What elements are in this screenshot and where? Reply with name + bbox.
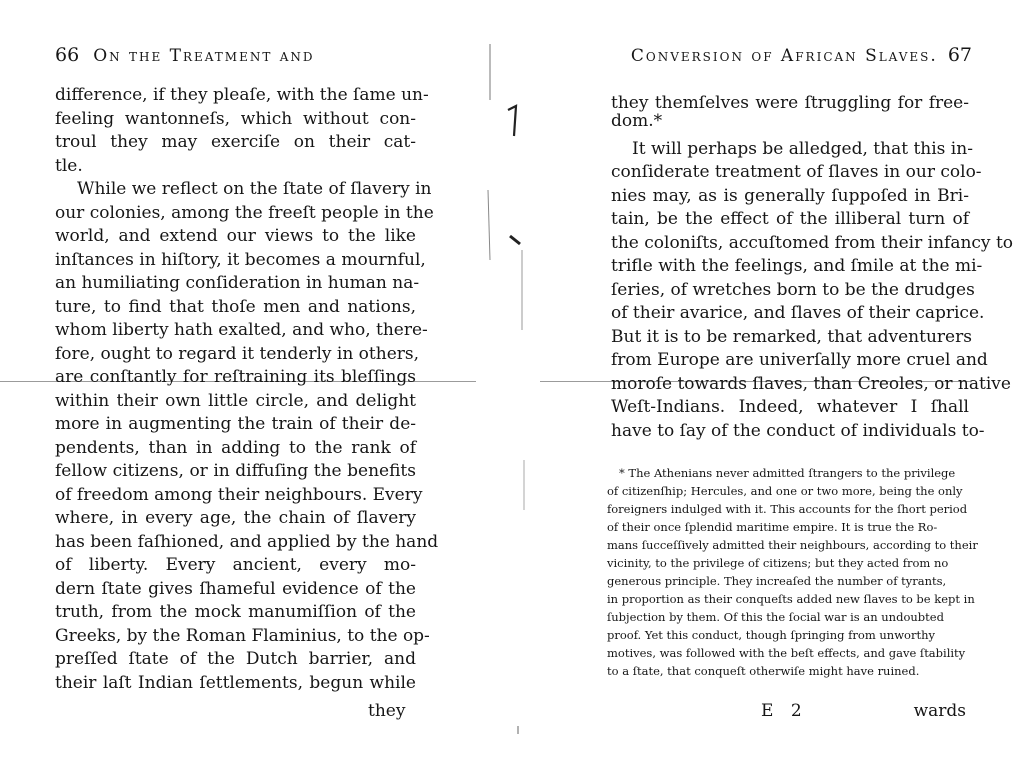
body-line: But it is to be remarked, that adventurers: [611, 326, 972, 347]
body-line: of liberty. Every ancient, every mo-: [55, 555, 416, 575]
body-line: pendents, than in adding to the rank of: [55, 437, 416, 458]
body-line: whom liberty hath exalted, and who, there-: [55, 320, 428, 340]
body-line: It will perhaps be alledged, that this in-: [632, 139, 973, 159]
body-line: from Europe are univerſally more cruel and: [611, 350, 988, 370]
body-line: their laſt Indian ſettlements, begun while: [55, 672, 416, 693]
body-line: truth, from the mock manumiſſion of the: [55, 602, 416, 622]
footnote-line: motives, was followed with the beſt effects, and gave ſtability: [607, 646, 966, 660]
body-line: tle.: [55, 155, 83, 176]
body-line: ſeries, of wretches born to be the drudges: [611, 279, 975, 300]
body-line: tain, be the effect of the illiberal turn of: [611, 209, 969, 229]
body-line: Weſt-Indians. Indeed, whatever I ſhall: [611, 397, 969, 417]
body-line: trifle with the feelings, and ſmile at the mi-: [611, 256, 983, 276]
footnote-line: to a ſtate, that conqueſt otherwiſe might have ruined.: [607, 664, 920, 678]
body-line: of their avarice, and ſlaves of their caprice.: [611, 303, 985, 323]
body-line: has been faſhioned, and applied by the hand: [55, 531, 439, 552]
body-line: troul they may exerciſe on their cat-: [55, 132, 416, 152]
page-number: 66: [55, 44, 80, 66]
footnote-line: foreigners indulged with it. This accounts for the ſhort period: [607, 502, 968, 516]
body-line: conſiderate treatment of ſlaves in our colo-: [611, 162, 982, 182]
right-page: [520, 0, 1013, 774]
running-head-title: Conversion of African Slaves.: [630, 46, 938, 66]
running-head-title: On the Treatment and: [93, 46, 315, 66]
catchword: they: [368, 701, 406, 721]
body-line: nies may, as is generally ſuppoſed in Bri-: [611, 185, 969, 206]
body-line: fellow citizens, or in diffuſing the benefits: [55, 461, 416, 481]
body-line: moroſe towards ſlaves, than Creoles, or native: [611, 373, 1011, 394]
signature-mark: E 2: [761, 701, 808, 721]
body-line: dom.*: [611, 111, 663, 131]
body-line: the coloniſts, accuſtomed from their infancy to: [611, 232, 1013, 253]
footnote-line: generous principle. They increaſed the number of tyrants,: [607, 574, 947, 588]
body-line: preſſed ſtate of the Dutch barrier, and: [55, 649, 416, 669]
body-line: an humiliating conſideration in human na-: [55, 273, 420, 293]
body-line: have to ſay of the conduct of individuals to-: [611, 420, 985, 441]
footnote-line: proof. Yet this conduct, though ſpringing from unworthy: [607, 628, 935, 642]
running-head: [55, 44, 315, 66]
body-line: our colonies, among the freeſt people in the: [55, 202, 434, 223]
body-line: are conſtantly for reſtraining its bleſſings: [55, 367, 416, 387]
footnote-line: of their once ſplendid maritime empire. It is true the Ro-: [607, 520, 938, 534]
body-line: more in augmenting the train of their de-: [55, 414, 416, 434]
body-line: feeling wantonneſs, which without con-: [55, 108, 416, 129]
body-line: fore, ought to regard it tenderly in others,: [55, 343, 420, 364]
body-line: While we reflect on the ſtate of ſlavery in: [77, 179, 432, 199]
body-line: of freedom among their neighbours. Every: [55, 484, 423, 505]
page-number: 67: [947, 44, 972, 66]
body-line: inſtances in hiſtory, it becomes a mournful,: [55, 249, 426, 270]
body-line: they themſelves were ſtruggling for free-: [611, 93, 969, 113]
running-head: [631, 44, 972, 66]
footnote-line: of citizenſhip; Hercules, and one or two more, being the only: [607, 484, 963, 498]
body-line: dern ſtate gives ſhameful evidence of the: [55, 578, 416, 599]
body-line: within their own little circle, and delight: [55, 390, 416, 411]
footnote-line: * The Athenians never admitted ſtrangers to the privilege: [619, 466, 956, 480]
body-line: where, in every age, the chain of ſlavery: [55, 508, 416, 528]
catchword: wards: [913, 701, 966, 721]
body-line: difference, if they pleaſe, with the ſame un-: [55, 85, 429, 105]
footnote-line: ſubjection by them. Of this the ſocial war is an undoubted: [607, 610, 944, 624]
footnote-line: vicinity, to the privilege of citizens; but they acted from no: [607, 556, 949, 570]
body-line: Greeks, by the Roman Flaminius, to the op-: [55, 625, 430, 646]
left-page: [0, 0, 470, 774]
body-line: ture, to find that thoſe men and nations,: [55, 296, 416, 317]
footnote-line: in proportion as their conqueſts added new ſlaves to be kept in: [607, 592, 975, 606]
footnote-line: mans ſucceſſively admitted their neighbours, according to their: [607, 538, 978, 552]
body-line: world, and extend our views to the like: [55, 226, 416, 246]
